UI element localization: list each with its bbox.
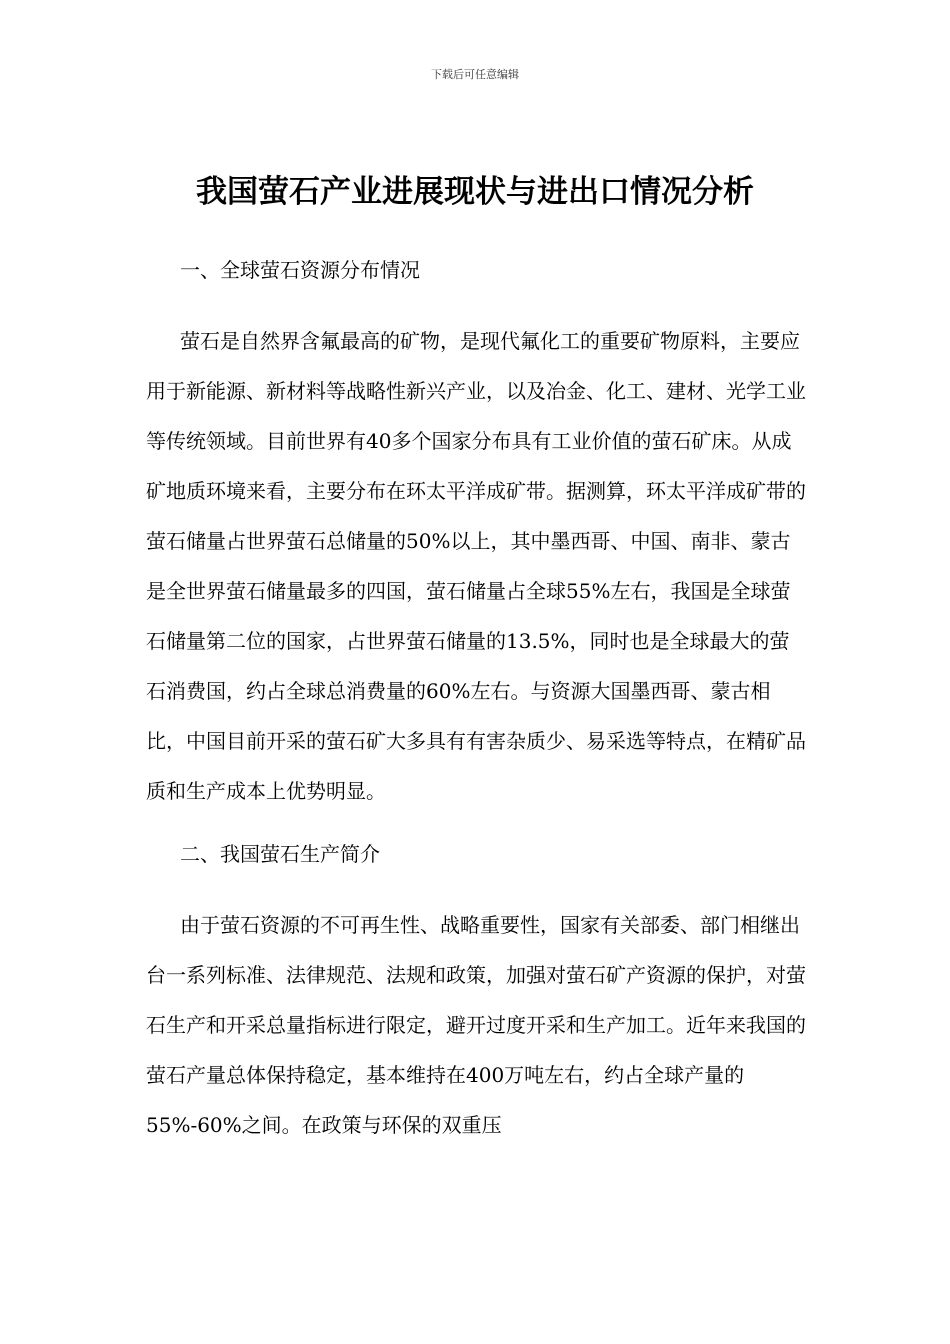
section-paragraph-2: 由于萤石资源的不可再生性、战略重要性，国家有关部委、部门相继出台一系列标准、法律规范、法规和政策，加强对萤石矿产资源的保护，对萤石生产和开采总量指标进行限定，避开过度开采和生产加工。近年来我国的萤石产量总体保持稳定，基本维持在400万吨左右，约占全球产量的55%-60%之间。在政策与环保的双重压 xyxy=(146,913,806,1137)
document-body xyxy=(146,252,806,1170)
section-heading-2: 二、我国萤石生产简介 xyxy=(180,842,380,866)
section-heading-1: 一、全球萤石资源分布情况 xyxy=(180,258,420,282)
section-paragraph-1: 萤石是自然界含氟最高的矿物，是现代氟化工的重要矿物原料，主要应用于新能源、新材料等战略性新兴产业，以及冶金、化工、建材、光学工业等传统领域。目前世界有40多个国家分布具有工业价值的萤石矿床。从成矿地质环境来看，主要分布在环太平洋成矿带。据测算，环太平洋成矿带的萤石储量占世界萤石总储量的50%以上，其中墨西哥、中国、南非、蒙古是全世界萤石储量最多的四国，萤石储量占全球55%左右，我国是全球萤石储量第二位的国家，占世界萤石储量的13.5%，同时也是全球最大的萤石消费国，约占全球总消费量的60%左右。与资源大国墨西哥、蒙古相比，中国目前开采的萤石矿大多具有有害杂质少、易采选等特点，在精矿品质和生产成本上优势明显。 xyxy=(146,329,806,803)
page-header-note: 下载后可任意编辑 xyxy=(431,68,519,81)
document-title: 我国萤石产业进展现状与进出口情况分析 xyxy=(196,174,754,210)
